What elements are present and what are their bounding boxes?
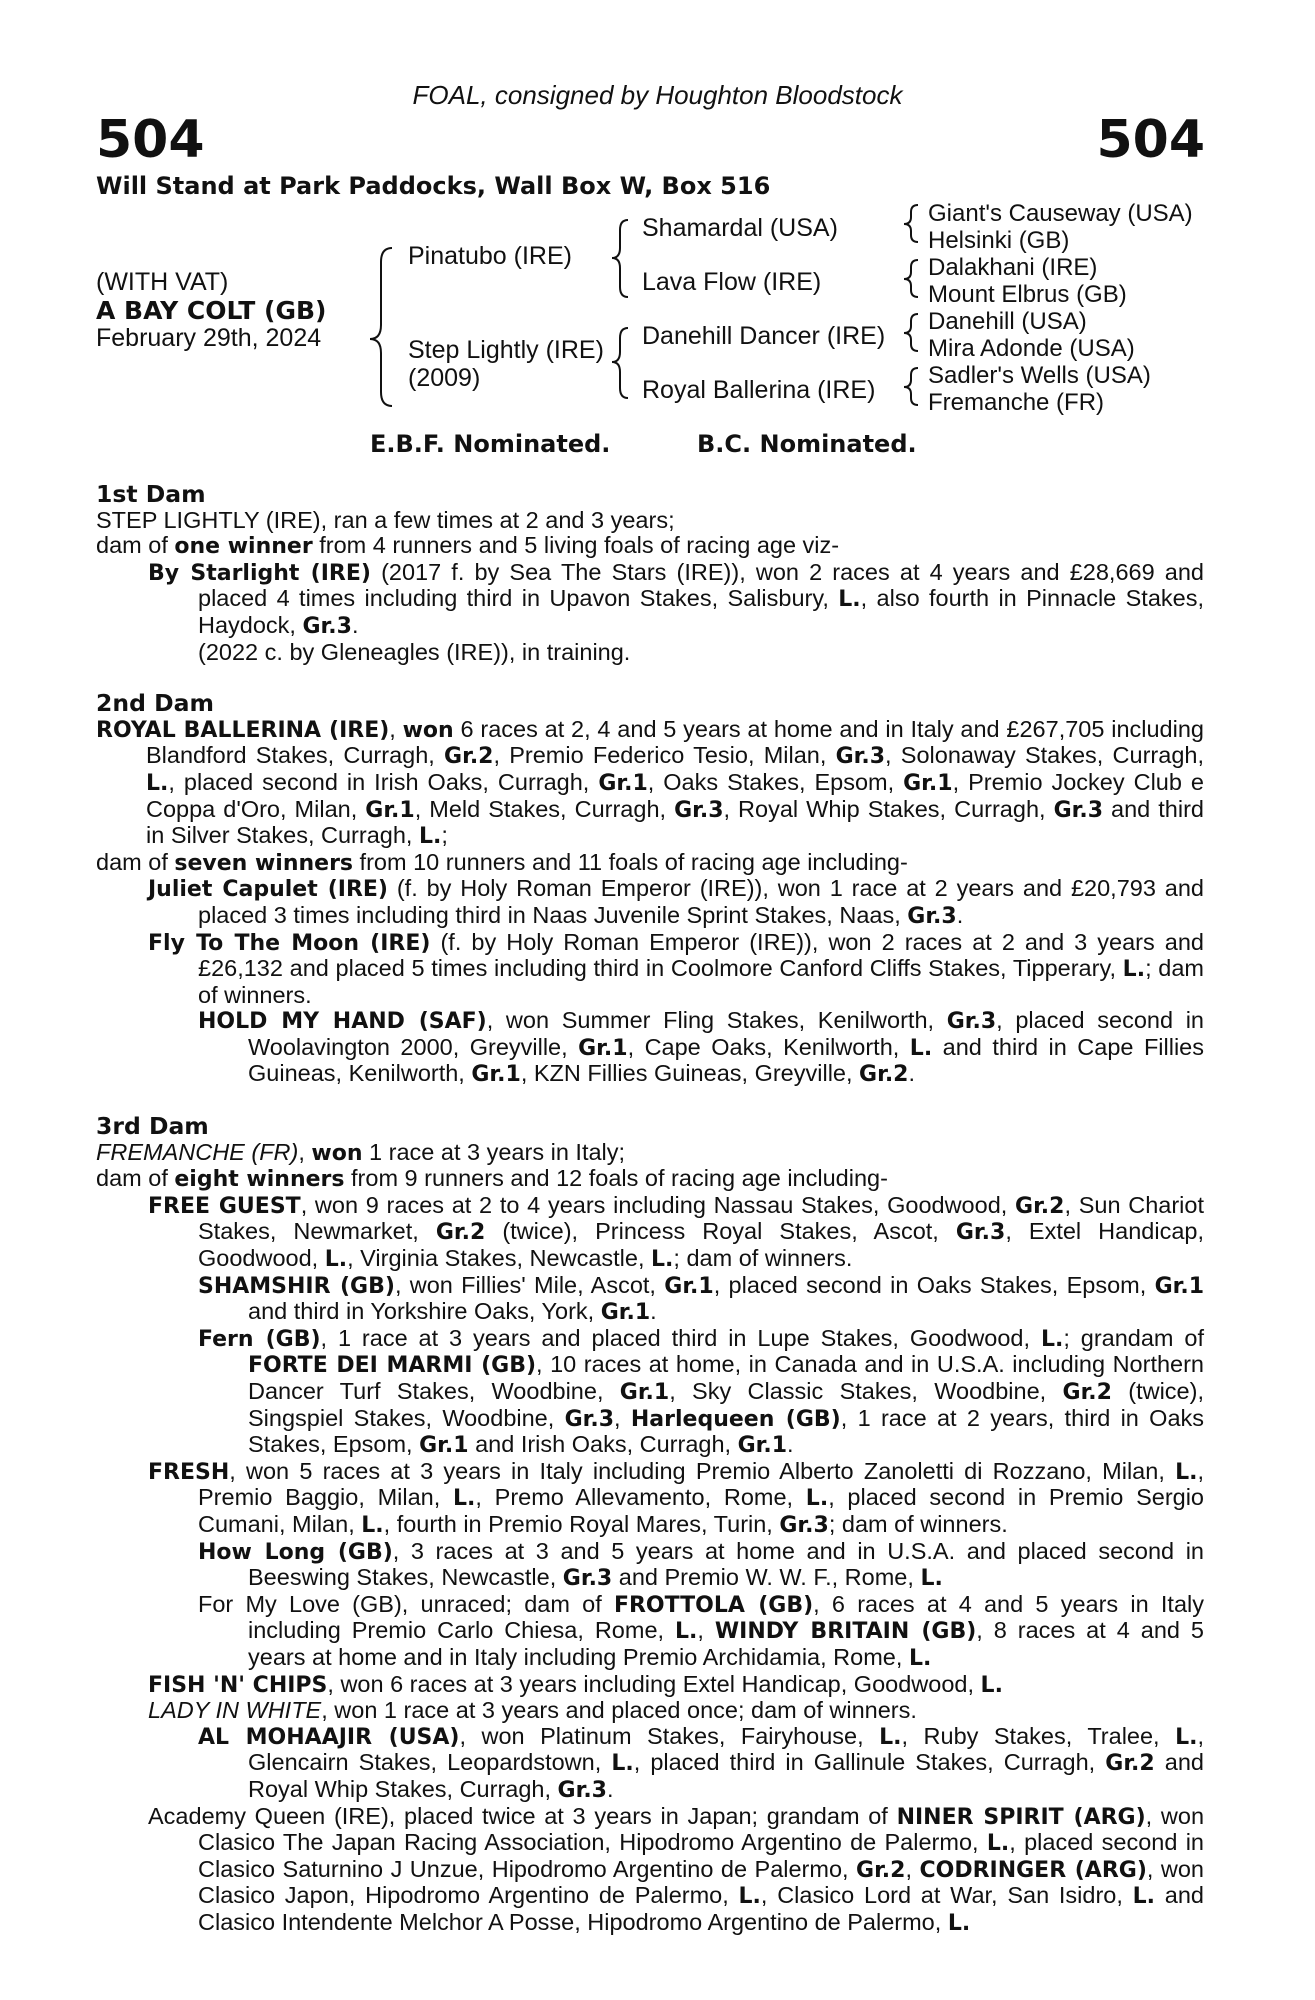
third-dam-grandoffspring-how-long: How Long (GB), 3 races at 3 and 5 years at home and in U.S.A. and placed second in Beeswing Stakes, Newcastle, Gr.3 and Premio W. W. F., Rome, L. [198,1537,1204,1592]
stand-location: Will Stand at Park Paddocks, Wall Box W, Box 516 [96,172,771,200]
brace-sd [904,260,918,297]
lot-title: A BAY COLT (GB) [96,296,327,325]
third-dam-record: FREMANCHE (FR), won 1 race at 3 years in Italy; [96,1138,626,1166]
pedigree-sss: Giant's Causeway (USA) [928,200,1193,227]
bc-nominated: B.C. Nominated. [697,430,917,458]
second-dam-record: ROYAL BALLERINA (IRE), won 6 races at 2, 4 and 5 years at home and in Italy and £267,705 including Blandford Stakes, Curragh, Gr.2, Premio Federico Tesio, Milan, Gr.3, Solonaway Stakes, Curragh, L., placed second in Irish Oaks, Curragh, Gr.1, Oaks Stakes, Epsom, Gr.1, Premio Jockey Club e Coppa d'Oro, Milan, Gr.1, Meld Stakes, Curragh, Gr.3, Royal Whip Stakes, Curragh, Gr.3 and third in Silver Stakes, Curragh, L.; [96,715,1204,850]
brace-ss [904,205,918,242]
brace-dam [612,328,628,398]
brace-ds [904,314,918,351]
third-dam-offspring-academy-queen: Academy Queen (IRE), placed twice at 3 years in Japan; grandam of NINER SPIRIT (ARG), won Clasico The Japan Racing Association, Hipodromo Argentino de Palermo, L., placed second in Clasico Saturnino J Unzue, Hipodromo Argentino de Palermo, Gr.2, CODRINGER (ARG), won Clasico Japon, Hipodromo Argentino de Palermo, L., Clasico Lord at War, San Isidro, L. and Clasico Intendente Melchor A Posse, Hipodromo Argentino de Palermo, L. [148,1802,1205,1936]
second-dam-offspring-fly-to-the-moon: Fly To The Moon (IRE) (f. by Holy Roman Emperor (IRE)), won 2 races at 2 and 3 years and £26,132 and placed 5 times including third in Coolmore Canford Cliffs Stakes, Tipperary, L.; dam of winners. [148,928,1204,1008]
second-dam-offspring-juliet-capulet: Juliet Capulet (IRE) (f. by Holy Roman Emperor (IRE)), won 1 race at 2 years and £20,793 and placed 3 times including third in Naas Juvenile Sprint Stakes, Naas, Gr.3. [148,875,1204,929]
third-dam-offspring-fresh: FRESH, won 5 races at 3 years in Italy including Premio Alberto Zanoletti di Rozzano, Milan, L., Premio Baggio, Milan, L., Premo Allevamento, Rome, L., placed second in Premio Sergio Cumani, Milan, L., fourth in Premio Royal Mares, Turin, Gr.3; dam of winners. [148,1457,1205,1538]
first-dam-heading: 1st Dam [96,480,206,508]
first-dam-record: STEP LIGHTLY (IRE), ran a few times at 2 and 3 years; [96,506,675,533]
pedigree-dds: Sadler's Wells (USA) [928,362,1151,389]
pedigree-ssd: Helsinki (GB) [928,227,1070,254]
pedigree-sds: Dalakhani (IRE) [928,254,1098,281]
second-dam-grandoffspring-hold-my-hand: HOLD MY HAND (SAF), won Summer Fling Stakes, Kenilworth, Gr.3, placed second in Woolavington 2000, Greyville, Gr.1, Cape Oaks, Kenilworth, L. and third in Cape Fillies Guineas, Kenilworth, Gr.1, KZN Fillies Guineas, Greyville, Gr.2. [198,1007,1204,1088]
pedigree-dsd: Mira Adonde (USA) [928,335,1135,362]
pedigree-dam-dam: Royal Ballerina (IRE) [642,376,876,404]
lot-number-left: 504 [96,110,205,170]
first-dam-offspring-2: (2022 c. by Gleneagles (IRE)), in training. [198,638,631,665]
pedigree-ddd: Fremanche (FR) [928,389,1105,416]
first-dam-offspring-1: By Starlight (IRE) (2017 f. by Sea The Stars (IRE)), won 2 races at 4 years and £28,669 and placed 4 times including third in Upavon Stakes, Salisbury, L., also fourth in Pinnacle Stakes, Haydock, Gr.3. [148,558,1204,639]
pedigree-sire-sire: Shamardal (USA) [642,214,838,242]
catalogue-body [96,482,1204,1936]
third-dam-grandoffspring-al-mohaajir: AL MOHAAJIR (USA), won Platinum Stakes, Fairyhouse, L., Ruby Stakes, Tralee, L., Glencairn Stakes, Leopardstown, L., placed third in Gallinule Stakes, Curragh, Gr.2 and Royal Whip Stakes, Curragh, Gr.3. [198,1722,1204,1803]
pedigree-sdd: Mount Elbrus (GB) [928,281,1127,308]
consignment-line: FOAL, consigned by Houghton Bloodstock [412,80,903,110]
third-dam-offspring-fish-n-chips: FISH 'N' CHIPS, won 6 races at 3 years including Extel Handicap, Goodwood, L. [148,1670,1003,1698]
pedigree-dam-sire: Danehill Dancer (IRE) [642,322,886,350]
pedigree-dam: Step Lightly (IRE) [408,336,604,364]
third-dam-grandoffspring-fern: Fern (GB), 1 race at 3 years and placed third in Lupe Stakes, Goodwood, L.; grandam of FORTE DEI MARMI (GB), 10 races at home, in Canada and in U.S.A. including Northern Dancer Turf Stakes, Woodbine, Gr.1, Sky Classic Stakes, Woodbine, Gr.2 (twice), Singspiel Stakes, Woodbine, Gr.3, Harlequeen (GB), 1 race at 2 years, third in Oaks Stakes, Epsom, Gr.1 and Irish Oaks, Curragh, Gr.1. [198,1324,1205,1459]
second-dam-produce-summary: dam of seven winners from 10 runners and 11 foals of racing age including- [96,848,908,876]
pedigree-dam-year: (2009) [408,364,481,392]
brace-main [370,248,392,406]
vat-note: (WITH VAT) [96,268,229,296]
pedigree-dss: Danehill (USA) [928,308,1087,335]
foaling-date: February 29th, 2024 [96,324,322,352]
brace-dd [904,368,918,405]
ebf-nominated: E.B.F. Nominated. [370,430,611,458]
first-dam-produce-summary: dam of one winner from 4 runners and 5 living foals of racing age viz- [96,532,840,560]
lot-number-right: 504 [1096,110,1205,170]
second-dam-heading: 2nd Dam [96,689,214,718]
pedigree-sire-dam: Lava Flow (IRE) [642,268,822,296]
third-dam-offspring-lady-in-white: LADY IN WHITE, won 1 race at 3 years and placed once; dam of winners. [148,1697,917,1724]
third-dam-grandoffspring-shamshir: SHAMSHIR (GB), won Fillies' Mile, Ascot, Gr.1, placed second in Oaks Stakes, Epsom, Gr.1 and third in Yorkshire Oaks, York, Gr.1. [198,1271,1204,1326]
brace-sire [612,220,628,297]
third-dam-produce-summary: dam of eight winners from 9 runners and 12 foals of racing age including- [96,1165,888,1193]
third-dam-grandoffspring-for-my-love: For My Love (GB), unraced; dam of FROTTOLA (GB), 6 races at 4 and 5 years in Italy including Premio Carlo Chiesa, Rome, L., WINDY BRITAIN (GB), 8 races at 4 and 5 years at home and in Italy including Premio Archidamia, Rome, L. [198,1590,1204,1671]
third-dam-heading: 3rd Dam [96,1112,209,1141]
third-dam-offspring-free-guest: FREE GUEST, won 9 races at 2 to 4 years including Nassau Stakes, Goodwood, Gr.2, Sun Chariot Stakes, Newmarket, Gr.2 (twice), Princess Royal Stakes, Ascot, Gr.3, Extel Handicap, Goodwood, L., Virginia Stakes, Newcastle, L.; dam of winners. [148,1191,1205,1273]
pedigree-sire: Pinatubo (IRE) [408,242,572,270]
